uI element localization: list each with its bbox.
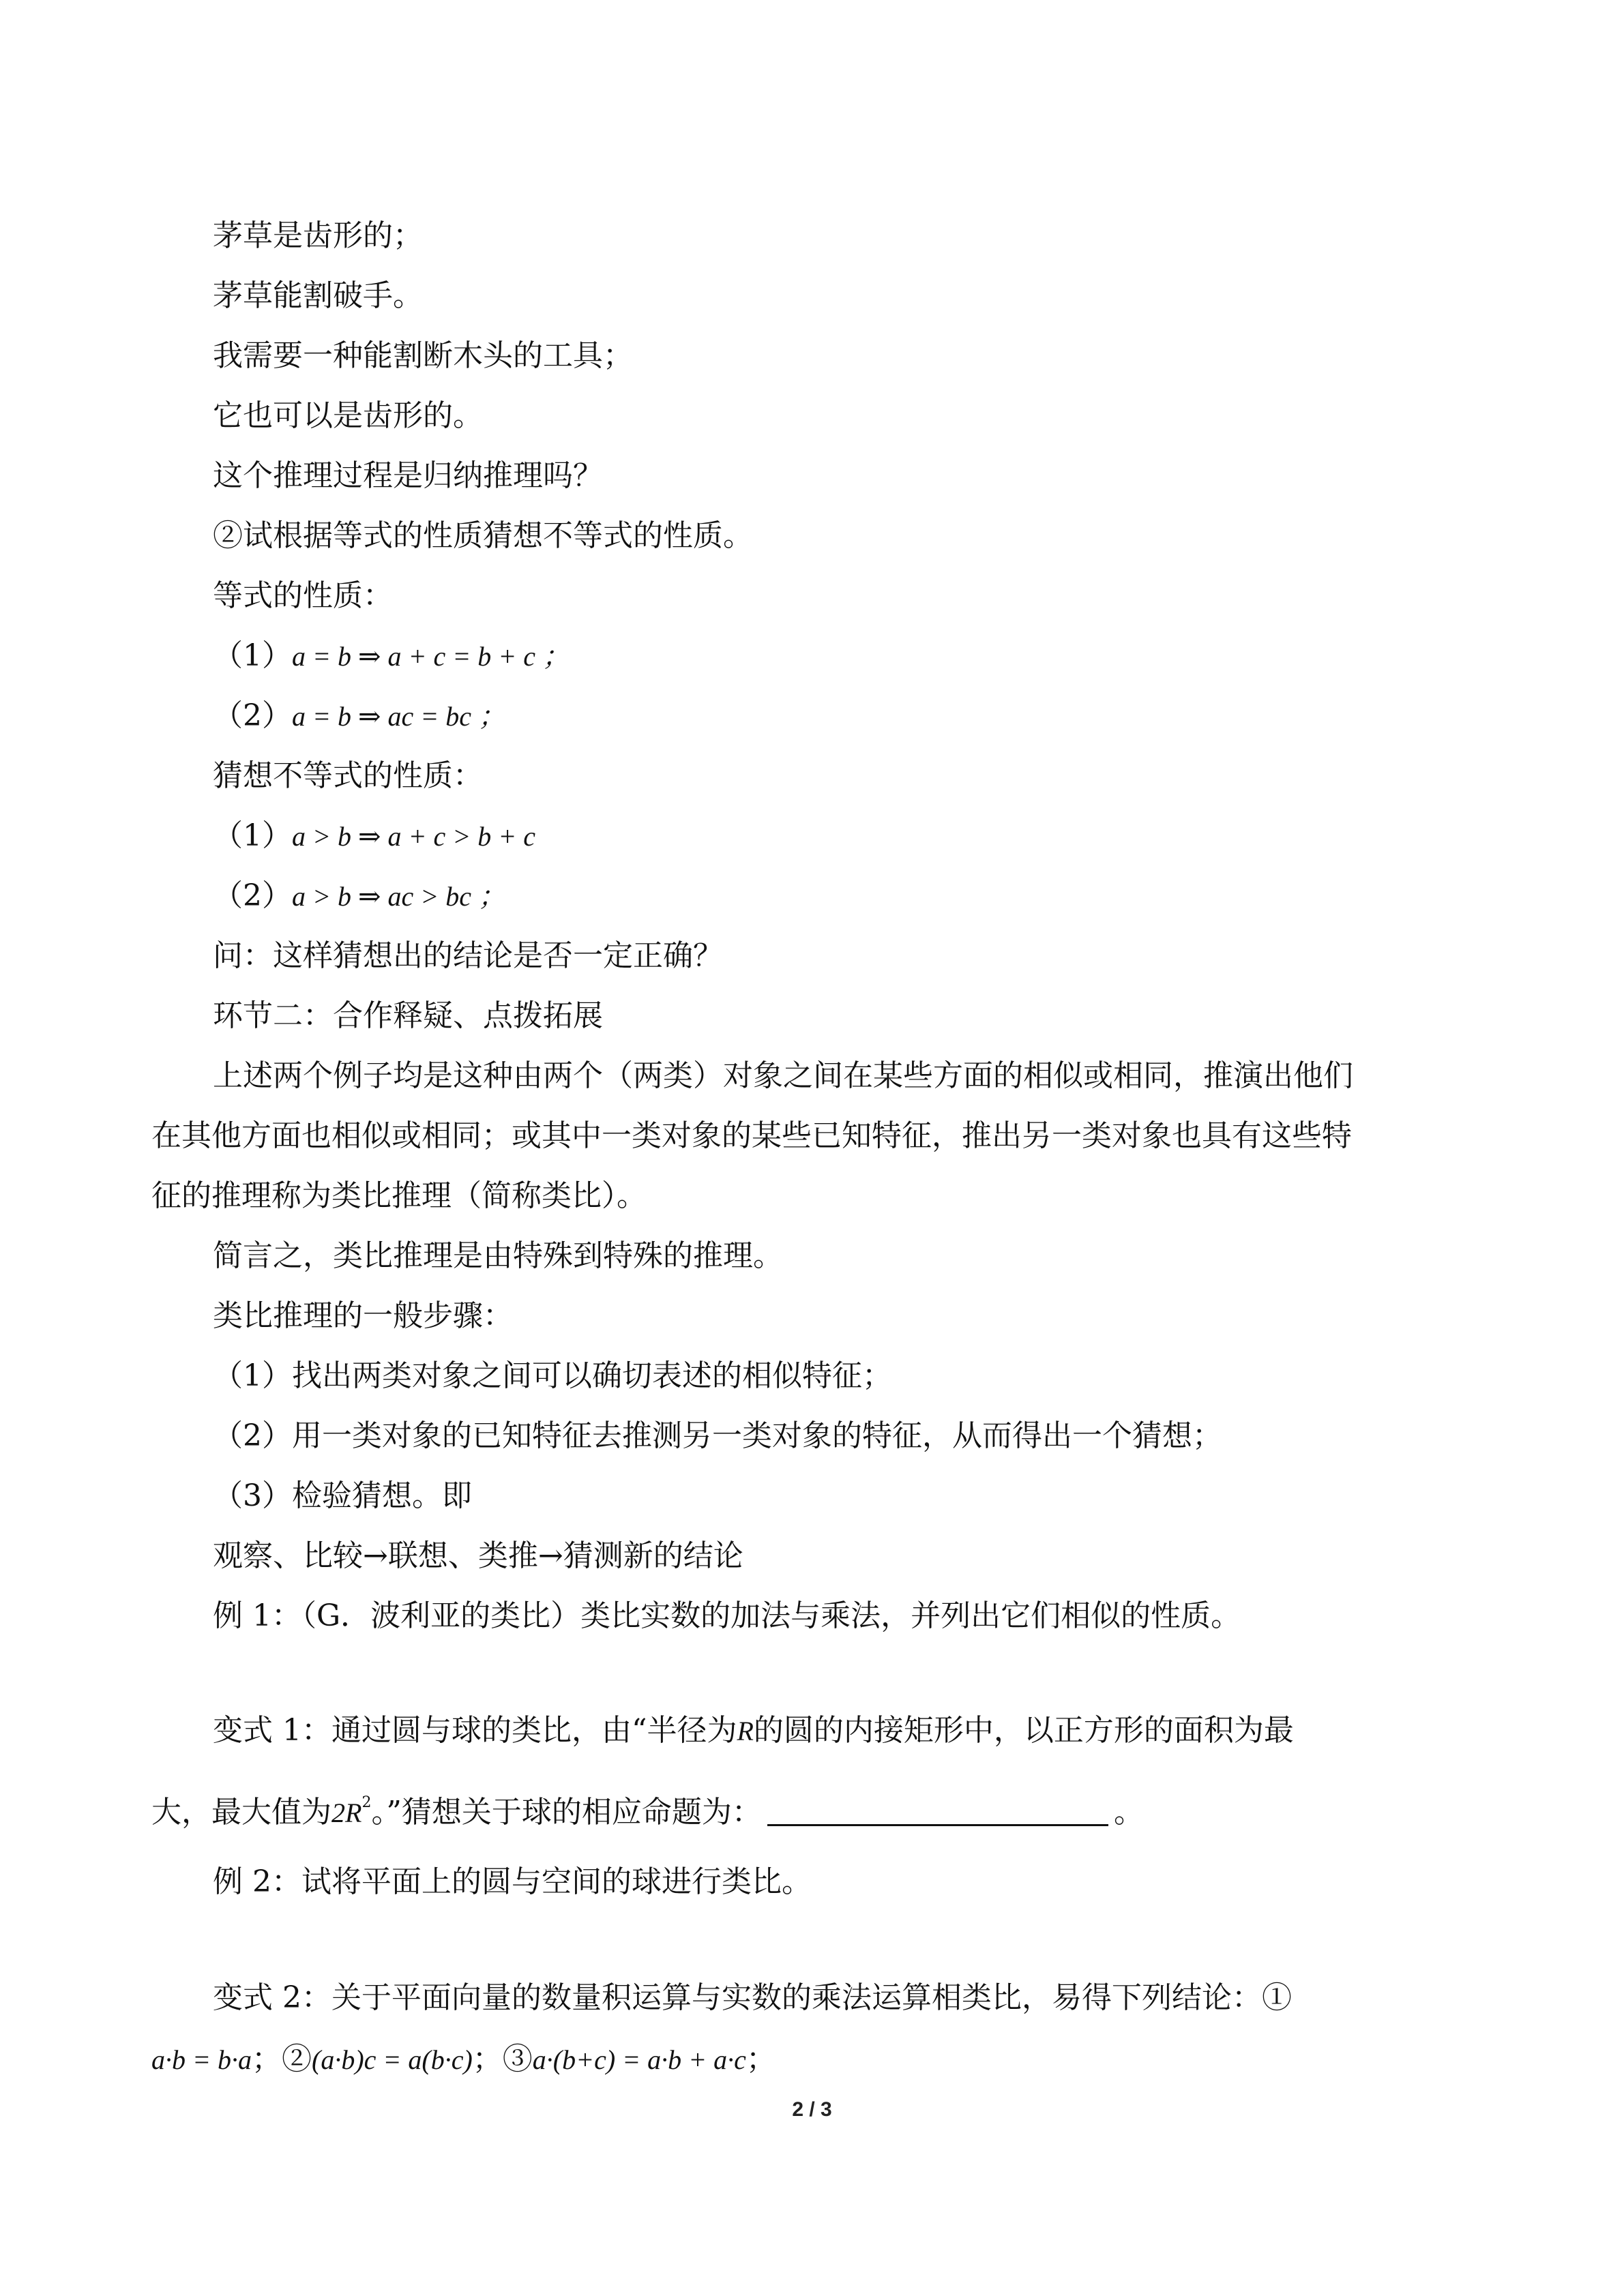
formula: a = b ⇒ a + c = b + c ； [292,641,570,672]
variant-1-line-1 [213,1710,1294,1752]
item-number: （2） [213,878,292,913]
item-number: （2） [213,698,292,733]
formula: a·(b+c) = a·b + a·c [532,2044,746,2075]
variant-2-line-1: 变式 2：关于平面向量的数量积运算与实数的乘法运算相类比，易得下列结论：① [213,1980,1292,2015]
answer-blank[interactable] [767,1797,1108,1826]
text-line: 等式的性质： [213,578,393,613]
equality-property-2 [213,696,505,737]
text-span: 变式 1：通过圆与球的类比，由“半径为 [213,1713,737,1748]
paragraph-line: 在其他方面也相似或相同；或其中一类对象的某些已知特征，推出另一类对象也具有这些特 [151,1118,1352,1153]
page-number: 2 / 3 [792,2098,832,2121]
step-item: （3）检验猜想。即 [213,1478,472,1513]
text-span: 。 [1113,1795,1144,1830]
text-line: 简言之，类比推理是由特殊到特殊的推理。 [213,1238,783,1273]
text-line: 这个推理过程是归纳推理吗？ [213,458,603,493]
formula: a = b ⇒ ac = bc ； [292,701,506,732]
variable-r: R [737,1716,754,1746]
variant-2-line-2 [151,2039,776,2081]
text-span: 。”猜想关于球的相应命题为： [371,1795,762,1830]
variant-1-line-2 [151,1783,1144,1834]
formula: a·b = b·a [151,2044,252,2075]
text-span: 的圆的内接矩形中，以正方形的面积为最 [753,1713,1294,1748]
text-span: ；② [252,2042,312,2076]
inequality-property-2 [213,876,505,917]
text-span: ； [745,2042,776,2076]
formula: 2R [331,1798,362,1828]
step-item: （1）找出两类对象之间可以确切表述的相似特征； [213,1358,892,1393]
example-2: 例 2：试将平面上的圆与空间的球进行类比。 [213,1864,812,1899]
section-heading: 环节二：合作释疑、点拨拓展 [213,998,603,1033]
text-line: 茅草能割破手。 [213,278,423,313]
equality-property-1 [213,636,570,677]
text-span: 大，最大值为 [151,1795,331,1830]
item-number: （1） [213,638,292,673]
text-span: ；③ [472,2042,533,2076]
text-line: ②试根据等式的性质猜想不等式的性质。 [213,518,753,553]
paragraph-line: 上述两个例子均是这种由两个（两类）对象之间在某些方面的相似或相同，推演出他们 [213,1058,1353,1093]
formula: (a·b)c = a(b·c) [312,2044,473,2075]
text-line: 它也可以是齿形的。 [213,398,483,433]
text-line: 猜想不等式的性质： [213,758,483,793]
text-line: 茅草是齿形的； [213,218,423,253]
inequality-property-1 [213,816,535,857]
paragraph-line: 征的推理称为类比推理（简称类比）。 [151,1178,647,1213]
formula: a > b ⇒ ac > bc ； [292,881,506,912]
text-line: 问：这样猜想出的结论是否一定正确？ [213,938,723,973]
step-item: （2）用一类对象的已知特征去推测另一类对象的特征，从而得出一个猜想； [213,1418,1222,1453]
item-number: （1） [213,818,292,853]
superscript: 2 [361,1794,372,1811]
formula: a > b ⇒ a + c > b + c [292,821,535,852]
text-line: 我需要一种能割断木头的工具； [213,338,633,373]
text-line: 类比推理的一般步骤： [213,1298,513,1333]
example-1: 例 1：（G．波利亚的类比）类比实数的加法与乘法，并列出它们相似的性质。 [213,1598,1241,1633]
text-line: 观察、比较→联想、类推→猜测新的结论 [213,1538,743,1573]
